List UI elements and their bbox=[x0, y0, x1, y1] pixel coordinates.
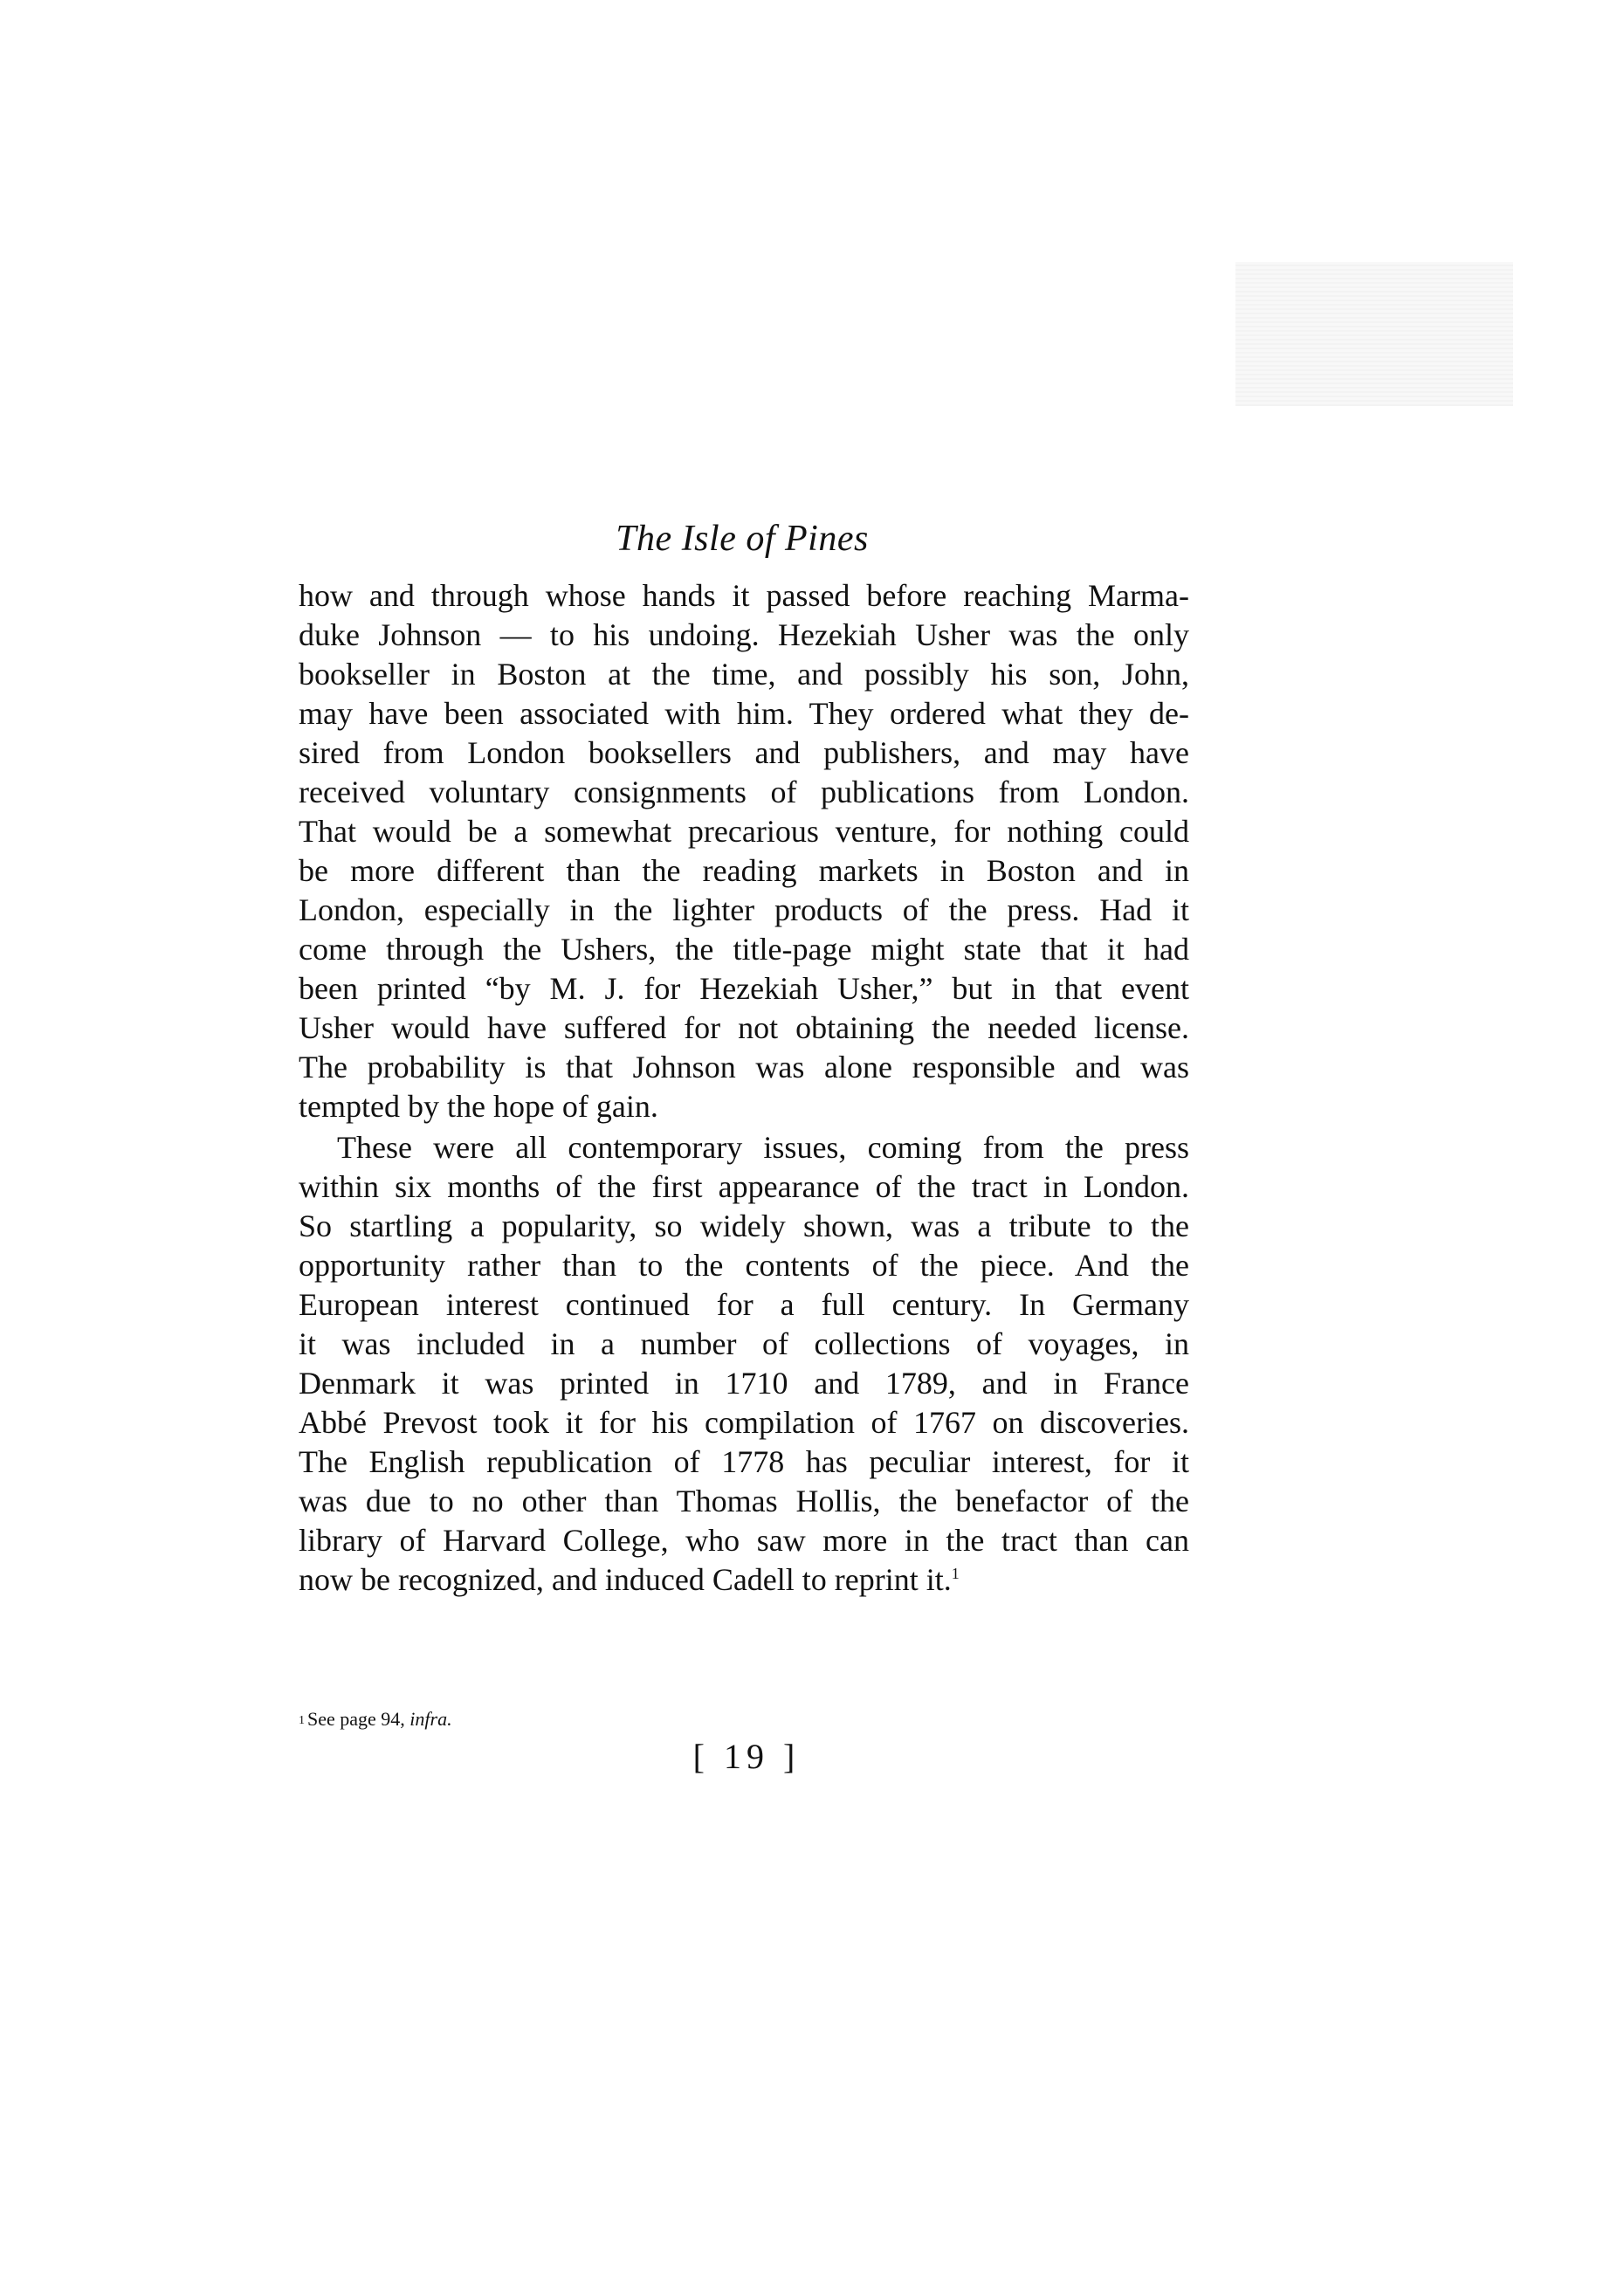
text-line: That would be a somewhat precarious venture, for nothing could bbox=[299, 814, 1189, 849]
running-head: The Isle of Pines bbox=[616, 519, 869, 559]
text-line: now be recognized, and induced Cadell to reprint it. bbox=[299, 1562, 952, 1597]
paragraph-2 bbox=[299, 1128, 1189, 1600]
text-line: Usher would have suffered for not obtaining the needed license. bbox=[299, 1010, 1189, 1045]
text-line: The English republication of 1778 has peculiar interest, for it bbox=[299, 1444, 1189, 1479]
footnote-reference: 1 bbox=[951, 1565, 960, 1582]
text-line: sired from London booksellers and publishers, and may have bbox=[299, 735, 1189, 770]
text-line: The probability is that Johnson was alone responsible and was bbox=[299, 1050, 1189, 1084]
text-line: So startling a popularity, so widely shown, was a tribute to the bbox=[299, 1208, 1189, 1243]
text-line: library of Harvard College, who saw more in the tract than can bbox=[299, 1523, 1189, 1558]
footnote-italic: infra. bbox=[409, 1708, 452, 1730]
text-line: was due to no other than Thomas Hollis, the benefactor of the bbox=[299, 1484, 1189, 1518]
text-line: Abbé Prevost took it for his compilation of 1767 on discoveries. bbox=[299, 1405, 1189, 1440]
body-text bbox=[299, 576, 1189, 1600]
paragraph-1 bbox=[299, 576, 1189, 1126]
text-line: received voluntary consignments of publications from London. bbox=[299, 775, 1189, 809]
text-line: how and through whose hands it passed before reaching Marma- bbox=[299, 578, 1189, 613]
page-number: [ 19 ] bbox=[692, 1737, 801, 1776]
text-line: may have been associated with him. They ordered what they de- bbox=[299, 696, 1189, 731]
footnote-marker: 1 bbox=[299, 1714, 305, 1727]
text-line: duke Johnson — to his undoing. Hezekiah Usher was the only bbox=[299, 617, 1189, 652]
text-line: be more different than the reading markets in Boston and in bbox=[299, 853, 1189, 888]
footnote bbox=[299, 1707, 452, 1732]
text-line: Denmark it was printed in 1710 and 1789, and in France bbox=[299, 1366, 1189, 1401]
text-line: it was included in a number of collections of voyages, in bbox=[299, 1326, 1189, 1361]
text-line: tempted by the hope of gain. bbox=[299, 1089, 658, 1124]
text-line-with-footnote-ref bbox=[299, 1560, 1189, 1600]
text-line: opportunity rather than to the contents of the piece. And the bbox=[299, 1248, 1189, 1283]
text-line: within six months of the first appearance of the tract in London. bbox=[299, 1169, 1189, 1204]
text-line: come through the Ushers, the title-page might state that it had bbox=[299, 932, 1189, 967]
footnote-text: See page 94, bbox=[307, 1708, 410, 1730]
scan-artifact bbox=[1235, 262, 1513, 406]
text-line: These were all contemporary issues, coming from the press bbox=[337, 1130, 1189, 1165]
text-line: European interest continued for a full century. In Germany bbox=[299, 1287, 1189, 1322]
text-line: bookseller in Boston at the time, and possibly his son, John, bbox=[299, 657, 1189, 692]
text-line: been printed “by M. J. for Hezekiah Usher,” but in that event bbox=[299, 971, 1189, 1006]
text-line: London, especially in the lighter products of the press. Had it bbox=[299, 892, 1189, 927]
